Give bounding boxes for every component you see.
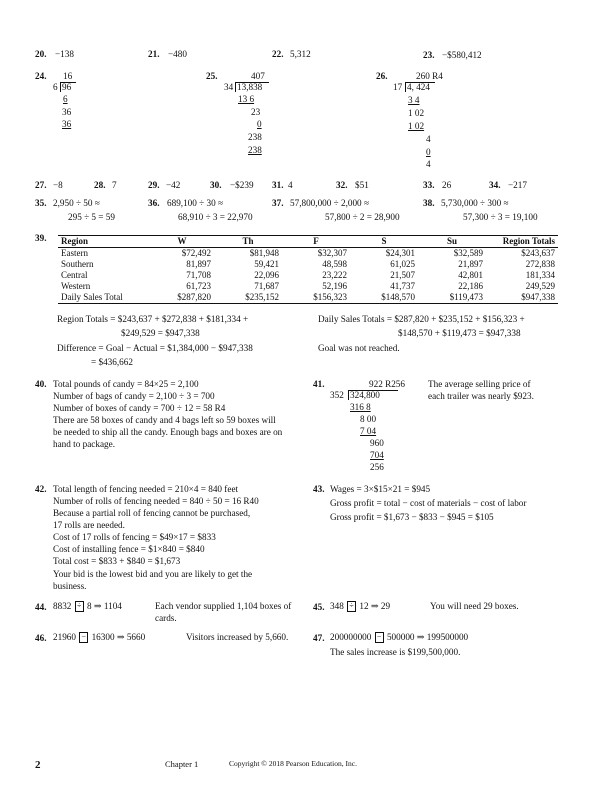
work-line: Your bid is the lowest bid and you are likely to get the	[53, 569, 253, 579]
work-line: Because a partial roll of fencing cannot be purchased,	[53, 508, 251, 518]
division-step: 316 8	[350, 402, 371, 412]
work-line: hand to package.	[53, 439, 115, 449]
chapter-label: Chapter 1	[165, 759, 199, 769]
problem-number: 25.	[206, 71, 218, 81]
problem-number: 47.	[313, 633, 325, 643]
table-cell: 22,096	[254, 270, 279, 280]
division-step: 960	[370, 438, 384, 448]
quotient: 922 R256	[369, 379, 405, 389]
table-cell: 249,529	[525, 281, 555, 291]
copyright: Copyright © 2018 Pearson Education, Inc.	[229, 759, 357, 768]
problem-number: 41.	[313, 379, 325, 389]
division-step: 4	[426, 159, 431, 169]
problem-number: 24.	[35, 71, 47, 81]
division-step: 238	[248, 132, 262, 142]
work-line: Gross profit = total − cost of materials − cost of labor	[330, 498, 527, 508]
table-row	[58, 259, 558, 270]
conclusion: Visitors increased by 5,660.	[186, 632, 289, 642]
work-line: Difference = Goal − Actual = $1,384,000 − $947,338	[57, 343, 253, 353]
conclusion: cards.	[155, 613, 177, 623]
table-cell: 272,838	[525, 259, 555, 269]
division-step: 36	[62, 119, 72, 129]
work-line: Daily Sales Totals = $287,820 + $235,152 + $156,323 +	[318, 314, 525, 324]
problem-number: 28.	[94, 180, 106, 190]
answer-line: 57,800,000 ÷ 2,000 ≈	[290, 198, 369, 208]
conclusion: Each vendor supplied 1,104 boxes of	[155, 601, 292, 611]
table-row	[58, 270, 558, 281]
answer-line: 68,910 ÷ 3 = 22,970	[178, 212, 253, 222]
problem-number: 31.	[272, 180, 284, 190]
table-cell: Daily Sales Total	[58, 292, 150, 304]
division-step: 1 02	[408, 121, 425, 131]
dividend: 324,800	[350, 390, 380, 400]
conclusion: The average selling price of	[428, 379, 531, 389]
division-step: 256	[370, 462, 384, 472]
problem-number: 39.	[35, 233, 47, 243]
table-cell: $243,637	[521, 248, 555, 258]
table-cell: 71,687	[254, 281, 279, 291]
page-number: 2	[35, 759, 41, 771]
problem-number: 44.	[35, 602, 47, 612]
column-header: Region Totals	[486, 236, 558, 248]
table-cell: 41,737	[390, 281, 415, 291]
table-cell: 48,598	[322, 259, 347, 269]
answer: 7	[112, 180, 117, 190]
answer: −138	[55, 49, 74, 59]
work-line: $148,570 + $119,473 = $947,338	[398, 328, 521, 338]
operator-key: −	[375, 632, 384, 643]
table-cell: $32,589	[453, 248, 483, 258]
problem-number: 20.	[35, 49, 47, 59]
problem-number: 38.	[423, 198, 435, 208]
calculator-entry: 200000000 − 500000 ⇒ 199500000	[330, 632, 469, 642]
work-line: Cost of 17 rolls of fencing = $49×17 = $833	[53, 532, 216, 542]
answer-line: 2,950 ÷ 50 ≈	[53, 198, 100, 208]
column-header: Th	[214, 236, 282, 248]
work-line: 17 rolls are needed.	[53, 520, 125, 530]
table-cell: 42,801	[458, 270, 483, 280]
conclusion: The sales increase is $199,500,000.	[330, 647, 461, 657]
operator-key: ÷	[347, 601, 356, 612]
answer-line: 5,730,000 ÷ 300 ≈	[441, 198, 509, 208]
quotient: 407	[251, 71, 265, 81]
answer: −8	[53, 180, 63, 190]
problem-number: 40.	[35, 379, 47, 389]
column-header: S	[350, 236, 418, 248]
problem-number: 45.	[313, 602, 325, 612]
work-line: Number of boxes of candy = 700 ÷ 12 = 58 R4	[53, 403, 226, 413]
problem-number: 33.	[423, 180, 435, 190]
problem-number: 21.	[148, 49, 160, 59]
calculator-entry: 21960 − 16300 ⇒ 5660	[53, 632, 146, 642]
work-line: Number of rolls of fencing needed = 840 ÷ 50 = 16 R40	[53, 496, 259, 506]
division-step: 4	[426, 134, 431, 144]
table-cell: 61,025	[390, 259, 415, 269]
division-step: 7 04	[360, 426, 377, 436]
answer: −$239	[230, 180, 254, 190]
answer: 4	[288, 180, 293, 190]
work-line: Cost of installing fence = $1×840 = $840	[53, 544, 205, 554]
work-line: = $436,662	[91, 357, 133, 367]
dividend: 96	[62, 82, 72, 92]
division-step: 23	[251, 107, 261, 117]
table-cell: $24,301	[385, 248, 415, 258]
table-cell: $119,473	[418, 292, 486, 304]
table-cell: 21,897	[458, 259, 483, 269]
column-header: Su	[418, 236, 486, 248]
answer: −42	[166, 180, 181, 190]
table-cell: $947,338	[486, 292, 558, 304]
table-cell: 181,334	[525, 270, 555, 280]
answer-line: 57,300 ÷ 3 = 19,100	[463, 212, 538, 222]
table-cell: Eastern	[61, 248, 88, 258]
table-cell: $287,820	[150, 292, 214, 304]
quotient: 16	[63, 71, 73, 81]
problem-number: 23.	[423, 50, 435, 60]
operator-key: −	[79, 632, 88, 643]
division-step: 238	[248, 145, 262, 155]
problem-number: 26.	[376, 71, 388, 81]
work-line: be needed to ship all the candy. Enough bags and boxes are on	[53, 427, 283, 437]
work-line: Total length of fencing needed = 210×4 = 840 feet	[53, 484, 239, 494]
problem-number: 30.	[210, 180, 222, 190]
answer: $51	[355, 180, 369, 190]
answer: 5,312	[290, 49, 311, 59]
problem-number: 32.	[336, 180, 348, 190]
divisor: 34	[224, 82, 234, 92]
table-cell: Southern	[61, 259, 94, 269]
quotient: 260 R4	[416, 71, 443, 81]
work-line: Region Totals = $243,637 + $272,838 + $181,334 +	[57, 314, 249, 324]
division-step: 36	[62, 107, 72, 117]
table-row	[58, 292, 558, 304]
work-line: Gross profit = $1,673 − $833 − $945 = $105	[330, 512, 494, 522]
table-row	[58, 281, 558, 292]
work-line: There are 58 boxes of candy and 4 bags left so 59 boxes will	[53, 415, 276, 425]
table-cell: Western	[61, 281, 91, 291]
table-cell: 71,708	[186, 270, 211, 280]
work-line: Number of bags of candy = 2,100 ÷ 3 = 700	[53, 391, 215, 401]
work-line: business.	[53, 581, 87, 591]
column-header: F	[282, 236, 350, 248]
division-step: 13 6	[238, 94, 255, 104]
column-header: Region	[58, 236, 150, 248]
calculator-entry: 8832 ÷ 8 ⇒ 1104	[53, 601, 122, 611]
divisor: 17	[393, 82, 403, 92]
problem-number: 43.	[313, 484, 325, 494]
problem-number: 22.	[272, 49, 284, 59]
work-line: Wages = 3×$15×21 = $945	[330, 484, 431, 494]
table-cell: $148,570	[350, 292, 418, 304]
problem-number: 35.	[35, 198, 47, 208]
calculator-entry: 348 ÷ 12 ⇒ 29	[330, 601, 391, 611]
division-step: 704	[370, 450, 384, 460]
conclusion: each trailer was nearly $923.	[428, 391, 534, 401]
division-step: 3 4	[408, 95, 420, 105]
divisor: 6	[53, 82, 58, 92]
conclusion: You will need 29 boxes.	[430, 601, 519, 611]
problem-number: 37.	[272, 198, 284, 208]
table-cell: $235,152	[214, 292, 282, 304]
problem-number: 42.	[35, 484, 47, 494]
table-cell: 59,421	[254, 259, 279, 269]
table-cell: 23,222	[322, 270, 347, 280]
conclusion: Goal was not reached.	[318, 343, 400, 353]
answer-line: 689,100 ÷ 30 ≈	[167, 198, 224, 208]
table-cell: Central	[61, 270, 88, 280]
answer: −480	[168, 49, 187, 59]
division-step: 8 00	[360, 414, 377, 424]
work-line: Total cost = $833 + $840 = $1,673	[53, 556, 181, 566]
answer-line: 295 ÷ 5 = 59	[68, 212, 115, 222]
problem-number: 27.	[35, 180, 47, 190]
division-step: 0	[426, 147, 431, 157]
table-row	[58, 248, 558, 260]
table-cell: $81,948	[249, 248, 279, 258]
dividend: 4, 424	[407, 82, 430, 92]
dividend: 13,838	[237, 82, 263, 92]
work-line: $249,529 = $947,338	[121, 328, 200, 338]
table-cell: $156,323	[282, 292, 350, 304]
table-cell: 21,507	[390, 270, 415, 280]
division-step: 0	[257, 119, 262, 129]
table-cell: 61,723	[186, 281, 211, 291]
work-line: Total pounds of candy = 84×25 = 2,100	[53, 379, 199, 389]
table-cell: $72,492	[181, 248, 211, 258]
problem-number: 36.	[148, 198, 160, 208]
column-header: W	[150, 236, 214, 248]
answer: −$580,412	[442, 50, 482, 60]
divisor: 352	[330, 390, 344, 400]
division-step: 1 02	[408, 108, 425, 118]
operator-key: ÷	[75, 601, 84, 612]
problem-number: 29.	[148, 180, 160, 190]
problem-number: 34.	[489, 180, 501, 190]
region-sales-table	[58, 235, 558, 304]
problem-number: 46.	[35, 633, 47, 643]
table-cell: $32,307	[317, 248, 347, 258]
answer: −217	[508, 180, 527, 190]
table-cell: 52,196	[322, 281, 347, 291]
table-cell: 22,186	[458, 281, 483, 291]
answer: 26	[442, 180, 452, 190]
division-step: 6	[63, 94, 68, 104]
table-cell: 81,897	[186, 259, 211, 269]
answer-line: 57,800 ÷ 2 = 28,900	[325, 212, 400, 222]
